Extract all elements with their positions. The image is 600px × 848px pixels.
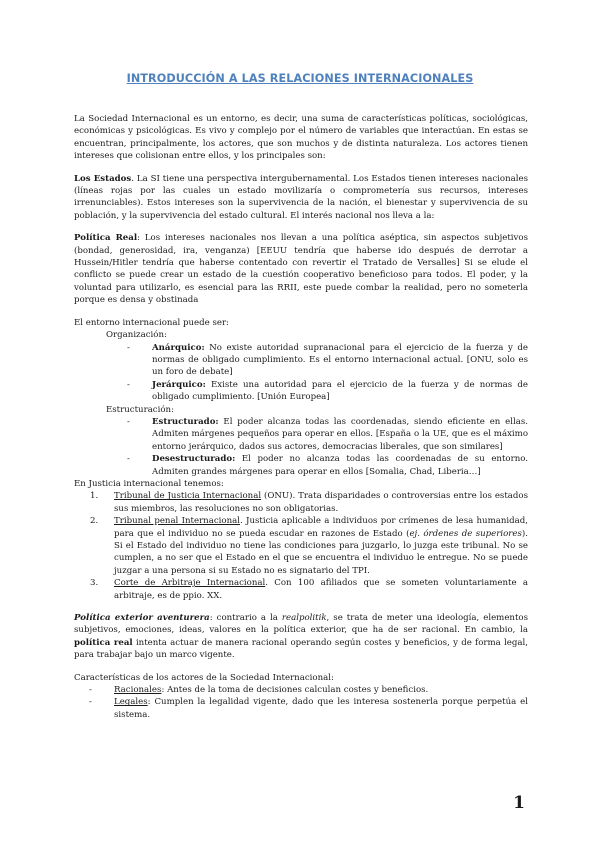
estados-term: Los Estados [74, 173, 132, 184]
dash-marker: - [127, 342, 130, 353]
document-body [74, 113, 528, 721]
intro-paragraph: La Sociedad Internacional es un entorno, es decir, una suma de características políticas, sociológicas, económicas y psicológicas. Es vivo y complejo por el número de variables que interactúan. En estas se encuentran, principalmente, los actores, que son muchos y de distinta naturaleza. Los actores tienen intereses que colisionan entre ellos, y los principales son: [74, 114, 528, 162]
exterior-italic: realpolitik [281, 613, 327, 624]
list-item [127, 453, 528, 478]
item-term: Corte de Arbitraje Internacional [114, 578, 266, 589]
list-item [127, 416, 528, 453]
item-italic: ej. órdenes de superiores [409, 528, 522, 539]
item-text: : Cumplen la legalidad vigente, dado que les interesa sostenerla porque perpetúa el sistema. [114, 697, 528, 720]
list-item [84, 577, 528, 602]
item-text: El poder alcanza todas las coordenadas, siendo eficiente en ellas. Admiten márgenes pequeños para operar en ellos. [España o la UE, que es el máximo entorno jerárquico, dados sus actores, democracias liberales, que son similares] [152, 416, 528, 452]
item-term: Legales [114, 697, 148, 708]
dash-marker: - [89, 685, 92, 696]
dash-marker: - [127, 379, 130, 390]
item-term: Tribunal de Justicia Internacional [114, 491, 262, 502]
exterior-term: Política exterior aventurera [74, 613, 210, 624]
item-text: No existe autoridad supranacional para el ejercicio de la fuerza y de normas de obligado cumplimiento. Es el entorno internacional actual. [ONU, solo es un foro de debate] [152, 342, 528, 378]
list-item [127, 379, 528, 404]
exterior-text: : contrario a la [209, 613, 282, 624]
list-number: 2. [90, 516, 99, 527]
dash-marker: - [127, 454, 130, 465]
dash-marker: - [89, 697, 92, 708]
item-text: . Con 100 afiliados que se someten voluntariamente a arbitraje, es de ppio. XX. [114, 578, 528, 601]
politica-real-term: Política Real [74, 233, 138, 244]
estructuracion-label: Estructuración: [106, 404, 174, 415]
politica-real-text: : Los intereses nacionales nos llevan a una política aséptica, sin aspectos subjetivos (bondad, generosidad, ira, venganza) [EEUU tendría que haberse ido después de derrotar a Hussein/Hitler tendría que haberse contentado con revertir el Tratado de Versalles] Si se elude el conflicto se puede crear un estado de la cuestión cooperativo beneficioso para todos. El poder, y la voluntad para utilizarlo, es esencial para las RRII, este puede combar la realidad, pero no someterla porque es densa y obstinada [74, 233, 528, 306]
exterior-text: , se trata de meter una ideología, elementos subjetivos, emociones, ideas, valores en la política exterior, que ha de ser racional. En cambio, la [74, 613, 528, 636]
item-term: Tribunal penal Internacional [114, 516, 240, 527]
list-item [84, 490, 528, 515]
list-item [84, 515, 528, 577]
item-term: Jerárquico: [152, 379, 206, 390]
exterior-bold: política real [74, 637, 133, 648]
dash-marker: - [127, 416, 130, 427]
list-item [89, 696, 528, 721]
list-number: 1. [90, 491, 99, 502]
actores-intro: Características de los actores de la Sociedad Internacional: [74, 672, 334, 683]
page-title: INTRODUCCIÓN A LAS RELACIONES INTERNACIONALES [126, 72, 474, 85]
item-term: Anárquico: [152, 342, 205, 353]
item-term: Desestructurado: [152, 454, 236, 465]
item-term: Racionales [114, 685, 162, 696]
page-number: 1 [513, 793, 525, 813]
item-text: ). Si el Estado del individuo no tiene las condiciones para juzgarlo, lo juzga este tribunal. No se cumplen, a no ser que el Estado en el que se encuentra el individuo le entregue. No se puede juzgar a una persona si su Estado no es signatario del TPI. [114, 528, 528, 576]
item-term: Estructurado: [152, 416, 219, 427]
list-item [127, 342, 528, 379]
item-text: . Justicia aplicable a individuos por crímenes de lesa humanidad, para que el individuo no se pueda escudar en razones de Estado ( [114, 516, 528, 539]
item-text: (ONU). Trata disparidades o controversias entre los estados sus miembros, las resoluciones no son obligatorias. [114, 491, 529, 514]
justicia-intro: En Justicia internacional tenemos: [74, 478, 224, 489]
exterior-text: intenta actuar de manera racional operando según costes y beneficios, y de forma legal, para trabajar bajo un marco vigente. [74, 637, 528, 661]
estados-paragraph [74, 173, 528, 223]
list-number: 3. [90, 578, 99, 589]
entorno-intro: El entorno internacional puede ser: [74, 317, 229, 328]
item-text: Existe una autoridad para el ejercicio de la fuerza y de normas de obligado cumplimiento. [Unión Europea] [152, 379, 528, 403]
item-text: : Antes de la toma de decisiones calculan costes y beneficios. [161, 685, 429, 696]
organizacion-label: Organización: [106, 330, 167, 341]
exterior-paragraph [74, 612, 528, 662]
politica-real-paragraph [74, 232, 528, 306]
list-item [89, 684, 528, 696]
item-text: El poder no alcanza todas las coordenadas de su entorno. Admiten grandes márgenes para operar en ellos [Somalia, Chad, Liberia…] [152, 454, 528, 477]
estados-text: . La SI tiene una perspectiva intergubernamental. Los Estados tienen intereses nacionales (líneas rojas por las cuales un estado movilizaría o comprometería sus recursos, intereses irrenunciables). Estos intereses son la supervivencia de la nación, el bienestar y supervivencia de su población, y la supervivencia del estado cultural. El interés nacional nos lleva a la: [74, 173, 528, 221]
